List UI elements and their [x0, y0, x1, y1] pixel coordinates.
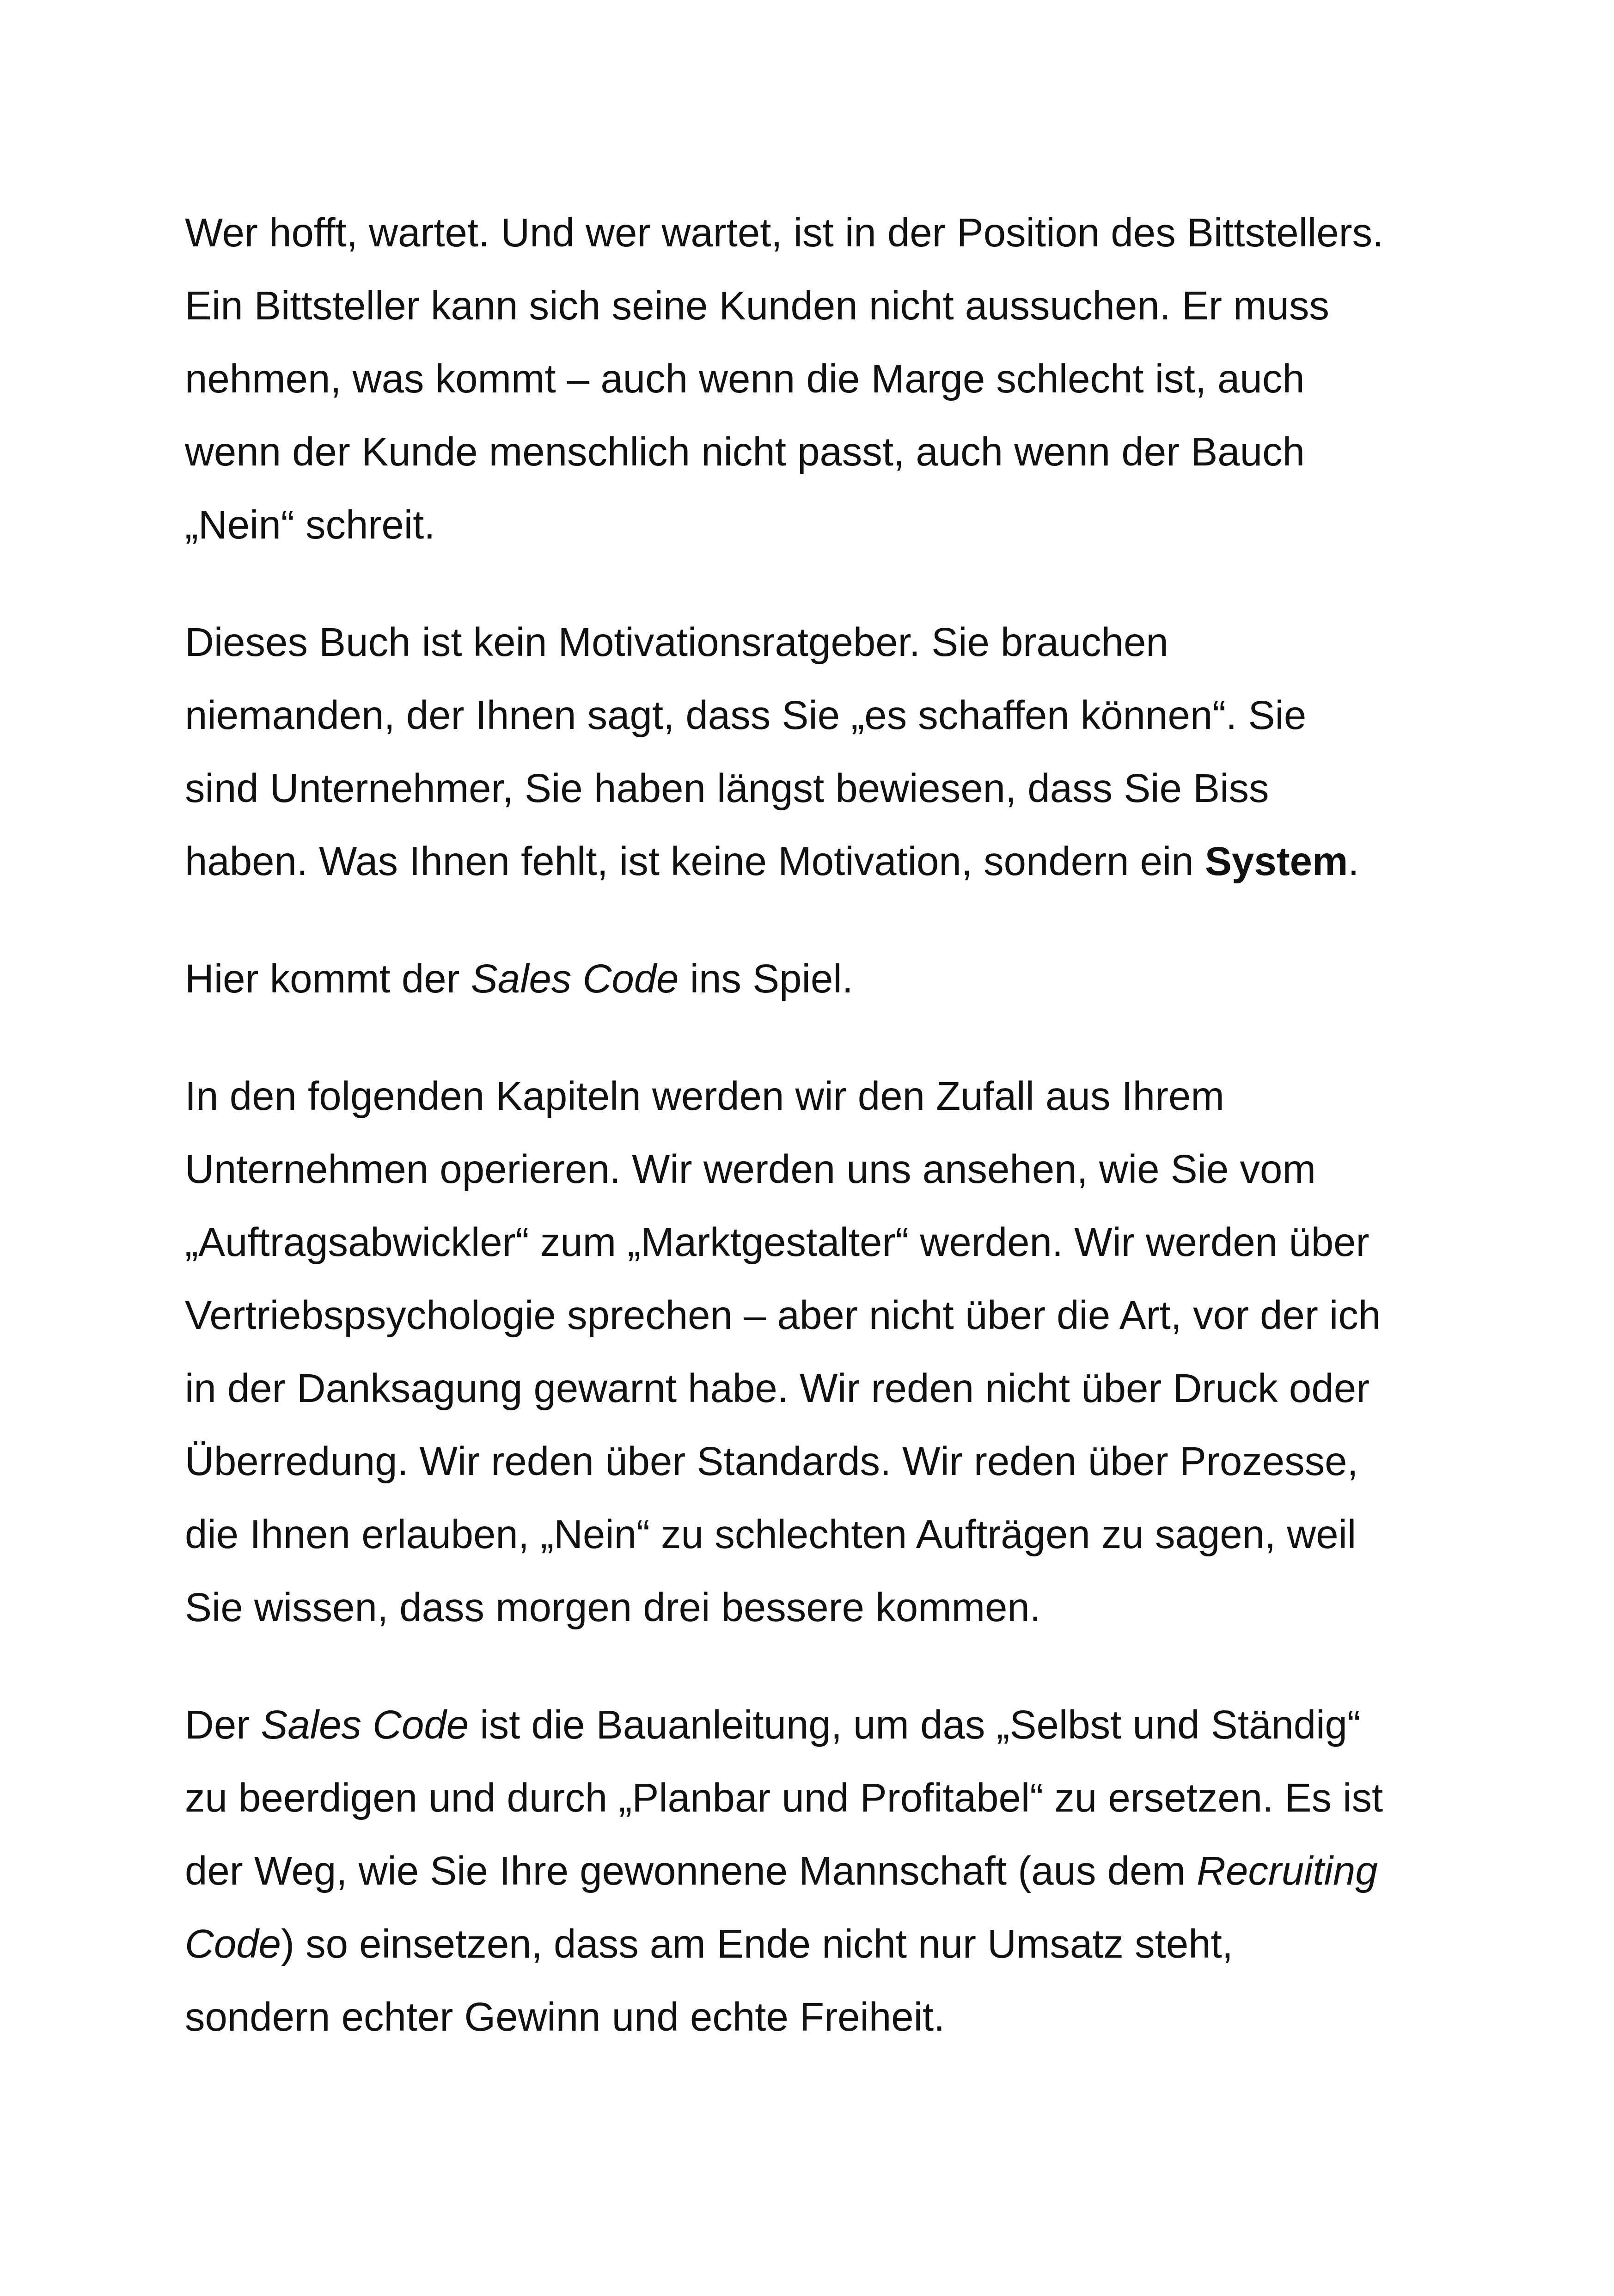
italic-title: Recruiting — [1197, 1849, 1378, 1893]
paragraph-gap — [185, 1016, 1470, 1060]
italic-title: Code — [185, 1922, 281, 1966]
text-line — [185, 1908, 1470, 1981]
paragraph-1 — [185, 196, 1470, 562]
text-run: Der — [185, 1702, 261, 1747]
text-line: Sie wissen, dass morgen drei bessere kommen. — [185, 1585, 1041, 1630]
text-run: ) so einsetzen, dass am Ende nicht nur Umsatz steht, — [281, 1922, 1233, 1966]
text-line: Dieses Buch ist kein Motivationsratgeber. Sie brauchen — [185, 620, 1168, 665]
text-run: haben. Was Ihnen fehlt, ist keine Motivation, sondern ein — [185, 839, 1205, 884]
text-run: ist die Bauanleitung, um das „Selbst und Ständig“ — [469, 1702, 1361, 1747]
text-line — [185, 825, 1470, 898]
paragraph-4 — [185, 1060, 1470, 1644]
text-run: Hier kommt der — [185, 956, 471, 1001]
paragraph-gap — [185, 1644, 1470, 1689]
text-line: Wer hofft, wartet. Und wer wartet, ist in der Position des Bittstellers. — [185, 210, 1384, 255]
text-line: Unternehmen operieren. Wir werden uns ansehen, wie Sie vom — [185, 1147, 1316, 1192]
text-line — [185, 1835, 1470, 1908]
body-text — [185, 196, 1470, 2054]
paragraph-5 — [185, 1689, 1470, 2054]
text-line: in der Danksagung gewarnt habe. Wir reden nicht über Druck oder — [185, 1366, 1370, 1411]
paragraph-3 — [185, 943, 1470, 1016]
text-run: . — [1348, 839, 1359, 884]
bold-term: System — [1204, 839, 1348, 884]
text-line: die Ihnen erlauben, „Nein“ zu schlechten Aufträgen zu sagen, weil — [185, 1512, 1357, 1557]
paragraph-gap — [185, 898, 1470, 943]
text-line: niemanden, der Ihnen sagt, dass Sie „es schaffen können“. Sie — [185, 693, 1307, 738]
paragraph-2 — [185, 606, 1470, 898]
text-line: zu beerdigen und durch „Planbar und Profitabel“ zu ersetzen. Es ist — [185, 1776, 1383, 1820]
text-line: In den folgenden Kapiteln werden wir den Zufall aus Ihrem — [185, 1074, 1224, 1119]
text-run: ins Spiel. — [679, 956, 853, 1001]
text-line — [185, 1689, 1470, 1762]
text-line: sondern echter Gewinn und echte Freiheit. — [185, 1995, 945, 2039]
text-line: Überredung. Wir reden über Standards. Wir reden über Prozesse, — [185, 1439, 1358, 1484]
text-line: Vertriebspsychologie sprechen – aber nicht über die Art, vor der ich — [185, 1293, 1381, 1338]
text-line: wenn der Kunde menschlich nicht passt, auch wenn der Bauch — [185, 429, 1305, 474]
text-line: „Nein“ schreit. — [185, 502, 435, 547]
text-line: sind Unternehmer, Sie haben längst bewiesen, dass Sie Biss — [185, 766, 1269, 811]
italic-title: Sales Code — [471, 956, 679, 1001]
text-line: „Auftragsabwickler“ zum „Marktgestalter“ werden. Wir werden über — [185, 1220, 1369, 1265]
paragraph-gap — [185, 562, 1470, 606]
text-run: der Weg, wie Sie Ihre gewonnene Mannschaft (aus dem — [185, 1849, 1197, 1893]
italic-title: Sales Code — [261, 1702, 469, 1747]
text-line: Ein Bittsteller kann sich seine Kunden nicht aussuchen. Er muss — [185, 283, 1329, 328]
text-line: nehmen, was kommt – auch wenn die Marge schlecht ist, auch — [185, 356, 1305, 401]
text-line — [185, 943, 1470, 1016]
